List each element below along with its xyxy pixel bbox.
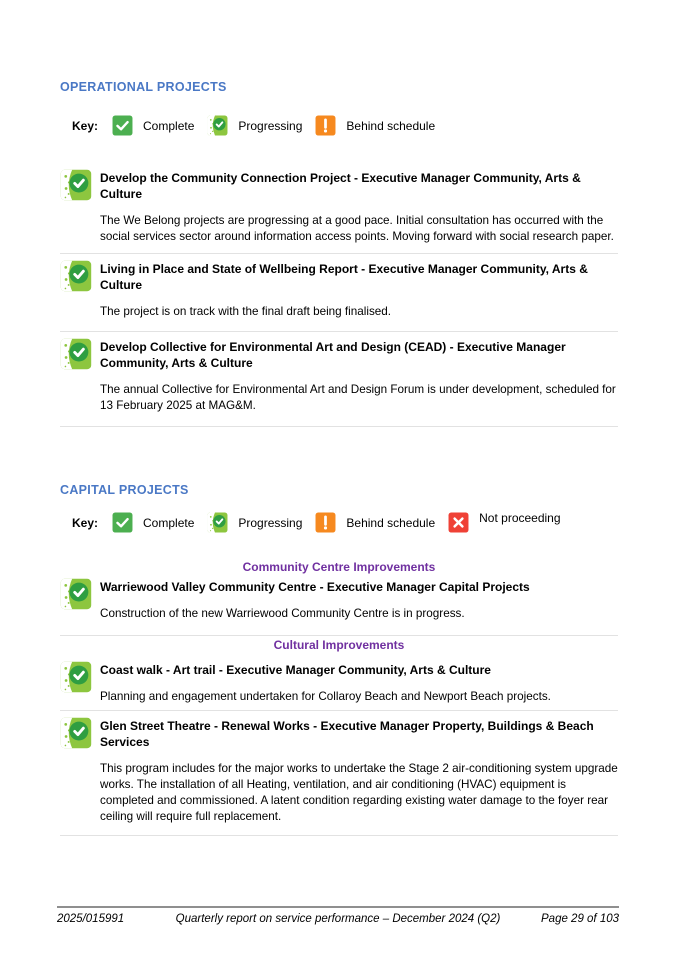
project-description: The project is on track with the final draft being finalised.: [100, 305, 392, 318]
key-item-label: Behind schedule: [346, 515, 436, 530]
page-footer: [57, 906, 619, 925]
project-description: Construction of the new Warriewood Community Centre is in progress.: [100, 607, 465, 620]
project-body: [100, 716, 618, 825]
project-body: [100, 259, 618, 320]
operational-project-list: [60, 163, 618, 427]
key-item-label: Complete: [143, 515, 195, 530]
footer-report-title: Quarterly report on service performance – December 2024 (Q2): [175, 913, 501, 925]
key-item-label: Progressing: [238, 515, 303, 530]
project-body: [100, 577, 618, 622]
group-subheading-cultural: Cultural Improvements: [273, 638, 405, 652]
progressing-icon: [60, 661, 92, 693]
project-description: This program includes for the major works to undertake the Stage 2 air-conditioning system upgrade works. The installation of all Heating, ventilation, and air conditioning (HVAC) equipment is completed and commissioned. A latent condition regarding existing water damage to the foyer rear ceiling will require full replacement.: [100, 762, 618, 823]
project-description: Planning and engagement undertaken for Collaroy Beach and Newport Beach projects.: [100, 690, 551, 703]
key-item-behind-schedule: [315, 115, 435, 136]
project-body: [100, 337, 618, 414]
project-title: Develop Collective for Environmental Art and Design (CEAD) - Executive Manager Community, Arts & Culture: [100, 340, 566, 370]
project-title: Glen Street Theatre - Renewal Works - Executive Manager Property, Buildings & Beach Services: [100, 719, 594, 749]
project-body: [100, 660, 618, 705]
progressing-icon: [60, 717, 92, 749]
key-item-progressing: [207, 115, 302, 136]
complete-icon: [112, 512, 133, 533]
section-heading-capital: CAPITAL PROJECTS: [60, 483, 189, 497]
key-item-label: Progressing: [238, 118, 303, 133]
progressing-icon: [60, 260, 92, 292]
key-item-complete: [112, 115, 194, 136]
project-title: Coast walk - Art trail - Executive Manager Community, Arts & Culture: [100, 663, 491, 677]
key-item-label: Behind schedule: [346, 118, 436, 133]
key-item-complete: [112, 512, 194, 533]
progressing-icon: [207, 512, 228, 533]
operational-key-legend: [72, 115, 618, 136]
behind-schedule-icon: [315, 512, 336, 533]
project-body: [100, 168, 618, 245]
footer-page-info: Page 29 of 103: [541, 913, 620, 925]
project-row: [60, 711, 618, 836]
key-item-behind-schedule: [315, 512, 435, 533]
project-title: Warriewood Valley Community Centre - Executive Manager Capital Projects: [100, 580, 530, 594]
footer-doc-number: 2025/015991: [57, 913, 125, 925]
capital-project-list-1: [60, 577, 618, 636]
project-row: [60, 163, 618, 254]
project-row: [60, 254, 618, 332]
operational-projects-section: [60, 80, 618, 427]
key-item-not-proceeding: [448, 512, 560, 533]
key-label: Key:: [72, 515, 99, 530]
project-description: The We Belong projects are progressing at a good pace. Initial consultation has occurred with the social services sector around information access points. Moving forward with social research paper.: [100, 214, 614, 243]
capital-projects-section: [60, 483, 618, 836]
key-item-label: Complete: [143, 118, 195, 133]
not-proceeding-icon: [448, 512, 469, 533]
complete-icon: [112, 115, 133, 136]
project-title: Living in Place and State of Wellbeing Report - Executive Manager Community, Arts & Culture: [100, 262, 588, 292]
project-title: Develop the Community Connection Project - Executive Manager Community, Arts & Culture: [100, 171, 581, 201]
project-description: The annual Collective for Environmental Art and Design Forum is under development, scheduled for 13 February 2025 at MAG&M.: [100, 383, 616, 412]
project-row: [60, 577, 618, 636]
progressing-icon: [60, 338, 92, 370]
key-item-progressing: [207, 512, 302, 533]
group-subheading-community-centre: Community Centre Improvements: [242, 560, 436, 574]
project-row: [60, 655, 618, 711]
behind-schedule-icon: [315, 115, 336, 136]
project-row: [60, 332, 618, 427]
progressing-icon: [60, 578, 92, 610]
progressing-icon: [60, 169, 92, 201]
key-label: Key:: [72, 118, 99, 133]
key-item-label: Not proceeding: [479, 510, 561, 525]
progressing-icon: [207, 115, 228, 136]
capital-project-list-2: [60, 655, 618, 836]
section-heading-operational: OPERATIONAL PROJECTS: [60, 80, 227, 94]
capital-key-legend: [72, 512, 618, 533]
